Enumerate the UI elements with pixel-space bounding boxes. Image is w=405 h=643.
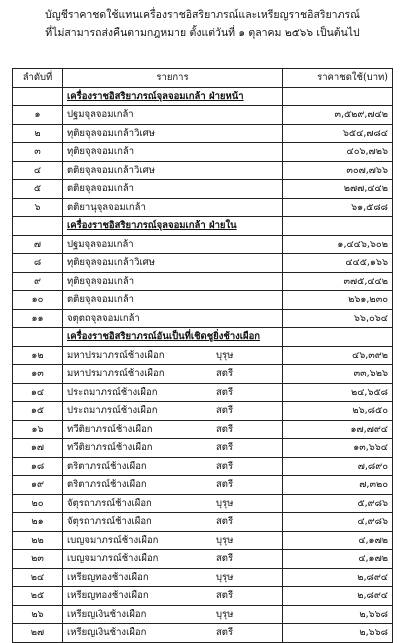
item-cell xyxy=(63,161,283,180)
table-row xyxy=(13,494,393,513)
item-wrap xyxy=(67,181,278,196)
item-price: ๒๗๗,๔๔๒ xyxy=(283,180,393,199)
item-name: ประถมาภรณ์ช้างเผือก xyxy=(67,386,158,398)
item-price: ๗,๓๒๐ xyxy=(283,476,393,495)
row-number: ๒๔ xyxy=(13,568,63,587)
item-price: ๔,๑๗๒ xyxy=(283,531,393,550)
section-row xyxy=(13,87,393,106)
header-item: รายการ xyxy=(63,69,283,88)
table-row xyxy=(13,365,393,384)
item-wrap xyxy=(67,200,278,215)
item-gender: สตรี xyxy=(216,479,234,491)
section-price-cell xyxy=(283,328,393,347)
item-wrap xyxy=(67,385,278,400)
item-cell xyxy=(63,124,283,143)
row-number: ๔ xyxy=(13,161,63,180)
row-number: ๑ xyxy=(13,106,63,125)
item-wrap xyxy=(67,514,278,529)
item-price: ๔๔๕,๑๖๖ xyxy=(283,254,393,273)
section-row xyxy=(13,217,393,236)
item-wrap xyxy=(67,551,278,566)
item-gender: สตรี xyxy=(216,386,234,398)
item-gender xyxy=(216,181,278,196)
item-gender: สตรี xyxy=(216,516,234,528)
item-cell xyxy=(63,365,283,384)
row-number: ๘ xyxy=(13,254,63,273)
table-row xyxy=(13,235,393,254)
item-cell xyxy=(63,587,283,606)
table-row xyxy=(13,439,393,458)
item-wrap xyxy=(67,107,278,122)
item-cell xyxy=(63,494,283,513)
table-row xyxy=(13,124,393,143)
item-name: มหาปรมาภรณ์ช้างเผือก xyxy=(67,349,165,361)
price-table xyxy=(12,68,393,643)
table-row xyxy=(13,587,393,606)
table-row xyxy=(13,402,393,421)
item-gender: บุรุษ xyxy=(216,608,234,620)
item-cell xyxy=(63,235,283,254)
item-cell xyxy=(63,531,283,550)
item-wrap xyxy=(67,144,278,159)
item-name: เบญจมาภรณ์ช้างเผือก xyxy=(67,553,159,565)
table-row xyxy=(13,605,393,624)
item-cell xyxy=(63,309,283,328)
item-cell xyxy=(63,624,283,643)
item-cell xyxy=(63,439,283,458)
item-cell xyxy=(63,476,283,495)
section-no-cell xyxy=(13,328,63,347)
table-row xyxy=(13,531,393,550)
item-name: ตติยจุลจอมเกล้า xyxy=(67,294,134,306)
table-row xyxy=(13,346,393,365)
row-number: ๑๐ xyxy=(13,291,63,310)
item-wrap xyxy=(67,588,278,603)
item-price: ๕,๙๘๖ xyxy=(283,494,393,513)
item-name: จัตุรถาภรณ์ช้างเผือก xyxy=(67,516,152,528)
table-row xyxy=(13,457,393,476)
row-number: ๑๒ xyxy=(13,346,63,365)
item-cell xyxy=(63,291,283,310)
row-number: ๒๑ xyxy=(13,513,63,532)
row-number: ๒๖ xyxy=(13,605,63,624)
item-price: ๖๖,๐๖๔ xyxy=(283,309,393,328)
item-name: จตุตถจุลจอมเกล้า xyxy=(67,312,140,324)
item-cell xyxy=(63,550,283,569)
item-price: ๗,๘๙๐ xyxy=(283,457,393,476)
item-name: ประถมาภรณ์ช้างเผือก xyxy=(67,405,158,417)
item-name: ทุติยจุลจอมเกล้าวิเศษ xyxy=(67,127,155,139)
row-number: ๒๐ xyxy=(13,494,63,513)
item-wrap xyxy=(67,477,278,492)
item-price: ๒๔,๖๕๘ xyxy=(283,383,393,402)
section-row xyxy=(13,328,393,347)
row-number: ๗ xyxy=(13,235,63,254)
section-no-cell xyxy=(13,217,63,236)
item-price: ๒๖,๘๕๐ xyxy=(283,402,393,421)
item-price: ๑๗,๗๙๔ xyxy=(283,420,393,439)
item-cell xyxy=(63,513,283,532)
item-gender xyxy=(216,255,278,270)
item-name: ปฐมจุลจอมเกล้า xyxy=(67,109,134,121)
table-row xyxy=(13,624,393,643)
item-price: ๖๑,๕๘๘ xyxy=(283,198,393,217)
item-gender xyxy=(216,237,278,252)
item-price: ๑๓,๖๖๔ xyxy=(283,439,393,458)
row-number: ๑๘ xyxy=(13,457,63,476)
row-number: ๒๒ xyxy=(13,531,63,550)
item-price: ๑,๔๔๖,๖๐๒ xyxy=(283,235,393,254)
item-price: ๓,๕๒๙,๗๔๒ xyxy=(283,106,393,125)
item-name: เหรียญทองช้างเผือก xyxy=(67,571,149,583)
item-name: ตติยจุลจอมเกล้า xyxy=(67,183,134,195)
item-wrap xyxy=(67,625,278,640)
item-wrap xyxy=(67,237,278,252)
row-number: ๑๙ xyxy=(13,476,63,495)
table-row xyxy=(13,291,393,310)
item-price: ๖๕๔,๗๘๔ xyxy=(283,124,393,143)
item-gender xyxy=(216,126,278,141)
item-cell xyxy=(63,143,283,162)
table-header-row xyxy=(13,69,393,88)
item-wrap xyxy=(67,459,278,474)
item-cell xyxy=(63,106,283,125)
item-gender: สตรี xyxy=(216,405,234,417)
item-cell xyxy=(63,346,283,365)
item-name: ปฐมจุลจอมเกล้า xyxy=(67,238,134,250)
item-gender: สตรี xyxy=(216,460,234,472)
row-number: ๑๗ xyxy=(13,439,63,458)
item-gender xyxy=(216,311,278,326)
item-price: ๒,๘๙๔ xyxy=(283,587,393,606)
item-wrap xyxy=(67,311,278,326)
item-gender xyxy=(216,107,278,122)
table-row xyxy=(13,272,393,291)
item-wrap xyxy=(67,570,278,585)
item-wrap xyxy=(67,533,278,548)
table-row xyxy=(13,198,393,217)
item-price: ๓๗๕,๔๔๒ xyxy=(283,272,393,291)
item-name: เบญจมาภรณ์ช้างเผือก xyxy=(67,534,159,546)
table-row xyxy=(13,309,393,328)
table-row xyxy=(13,513,393,532)
item-cell xyxy=(63,254,283,273)
table-row xyxy=(13,476,393,495)
item-gender xyxy=(216,274,278,289)
item-cell xyxy=(63,198,283,217)
table-row xyxy=(13,254,393,273)
row-number: ๒๗ xyxy=(13,624,63,643)
item-wrap xyxy=(67,422,278,437)
item-name: ตติยจุลจอมเกล้าวิเศษ xyxy=(67,164,155,176)
item-wrap xyxy=(67,163,278,178)
table-row xyxy=(13,143,393,162)
item-price: ๒,๘๙๔ xyxy=(283,568,393,587)
item-cell xyxy=(63,457,283,476)
item-wrap xyxy=(67,274,278,289)
item-name: ตติยานุจุลจอมเกล้า xyxy=(67,201,146,213)
item-wrap xyxy=(67,403,278,418)
item-cell xyxy=(63,420,283,439)
item-wrap xyxy=(67,366,278,381)
header-no: ลำดับที่ xyxy=(13,69,63,88)
row-number: ๓ xyxy=(13,143,63,162)
item-name: ตริตาภรณ์ช้างเผือก xyxy=(67,479,147,491)
row-number: ๒๓ xyxy=(13,550,63,569)
item-gender: บุรุษ xyxy=(216,534,234,546)
item-name: ทุติยจุลจอมเกล้า xyxy=(67,146,135,158)
item-wrap xyxy=(67,126,278,141)
table-row xyxy=(13,180,393,199)
item-gender: สตรี xyxy=(216,368,234,380)
item-name: มหาปรมาภรณ์ช้างเผือก xyxy=(67,368,165,380)
section-no-cell xyxy=(13,87,63,106)
item-price: ๔๖,๓๙๒ xyxy=(283,346,393,365)
item-cell xyxy=(63,180,283,199)
row-number: ๒ xyxy=(13,124,63,143)
section-price-cell xyxy=(283,217,393,236)
item-cell xyxy=(63,402,283,421)
item-gender xyxy=(216,292,278,307)
item-name: เหรียญทองช้างเผือก xyxy=(67,590,149,602)
section-price-cell xyxy=(283,87,393,106)
item-gender: สตรี xyxy=(216,553,234,565)
item-gender xyxy=(216,200,278,215)
row-number: ๑๔ xyxy=(13,383,63,402)
document-title-line-2: ที่ไม่สามารถส่งคืนตามกฎหมาย ตั้งแต่วันที่ ๑ ตุลาคม ๒๕๖๖ เป็นต้นไป xyxy=(45,27,360,39)
row-number: ๑๕ xyxy=(13,402,63,421)
item-price: ๒,๖๖๘ xyxy=(283,624,393,643)
table-body xyxy=(13,87,393,642)
row-number: ๖ xyxy=(13,198,63,217)
item-wrap xyxy=(67,496,278,511)
item-cell xyxy=(63,605,283,624)
item-price: ๔๐๖,๗๒๖ xyxy=(283,143,393,162)
item-price: ๔,๙๘๖ xyxy=(283,513,393,532)
item-name: เหรียญเงินช้างเผือก xyxy=(67,608,147,620)
item-cell xyxy=(63,383,283,402)
item-gender: สตรี xyxy=(216,590,234,602)
table-row xyxy=(13,383,393,402)
document-title-line-1: บัญชีราคาชดใช้แทนเครื่องราชอิสริยาภรณ์และเหรียญราชอิสริยาภรณ์ xyxy=(45,9,360,21)
section-heading: เครื่องราชอิสริยาภรณ์อันเป็นที่เชิดชูยิ่งช้างเผือก xyxy=(63,328,283,347)
item-cell xyxy=(63,568,283,587)
item-wrap xyxy=(67,292,278,307)
item-price: ๔,๑๗๒ xyxy=(283,550,393,569)
section-heading: เครื่องราชอิสริยาภรณ์จุลจอมเกล้า ฝ่ายใน xyxy=(63,217,283,236)
table-row xyxy=(13,420,393,439)
item-price: ๒,๖๖๘ xyxy=(283,605,393,624)
item-gender xyxy=(216,144,278,159)
item-wrap xyxy=(67,348,278,363)
item-wrap xyxy=(67,255,278,270)
table-row xyxy=(13,550,393,569)
row-number: ๑๓ xyxy=(13,365,63,384)
row-number: ๕ xyxy=(13,180,63,199)
item-gender xyxy=(216,163,278,178)
item-gender: บุรุษ xyxy=(216,349,234,361)
item-price: ๒๖๑,๒๓๐ xyxy=(283,291,393,310)
item-wrap xyxy=(67,440,278,455)
item-name: ทวีติยาภรณ์ช้างเผือก xyxy=(67,423,153,435)
row-number: ๙ xyxy=(13,272,63,291)
item-name: ทุติยจุลจอมเกล้าวิเศษ xyxy=(67,257,155,269)
item-name: จัตุรถาภรณ์ช้างเผือก xyxy=(67,497,152,509)
item-cell xyxy=(63,272,283,291)
row-number: ๑๖ xyxy=(13,420,63,439)
row-number: ๑๑ xyxy=(13,309,63,328)
item-name: ทวีติยาภรณ์ช้างเผือก xyxy=(67,442,153,454)
section-heading: เครื่องราชอิสริยาภรณ์จุลจอมเกล้า ฝ่ายหน้า xyxy=(63,87,283,106)
item-wrap xyxy=(67,607,278,622)
item-name: ตริตาภรณ์ช้างเผือก xyxy=(67,460,147,472)
table-row xyxy=(13,161,393,180)
item-name: เหรียญเงินช้างเผือก xyxy=(67,627,147,639)
item-gender: สตรี xyxy=(216,627,234,639)
item-gender: สตรี xyxy=(216,442,234,454)
item-gender: บุรุษ xyxy=(216,497,234,509)
item-name: ทุติยจุลจอมเกล้า xyxy=(67,275,135,287)
table-row xyxy=(13,106,393,125)
item-gender: บุรุษ xyxy=(216,571,234,583)
row-number: ๒๕ xyxy=(13,587,63,606)
table-row xyxy=(13,568,393,587)
item-gender: สตรี xyxy=(216,423,234,435)
item-price: ๓๐๗,๗๖๖ xyxy=(283,161,393,180)
header-price: ราคาชดใช้(บาท) xyxy=(283,69,393,88)
item-price: ๓๓,๖๒๖ xyxy=(283,365,393,384)
